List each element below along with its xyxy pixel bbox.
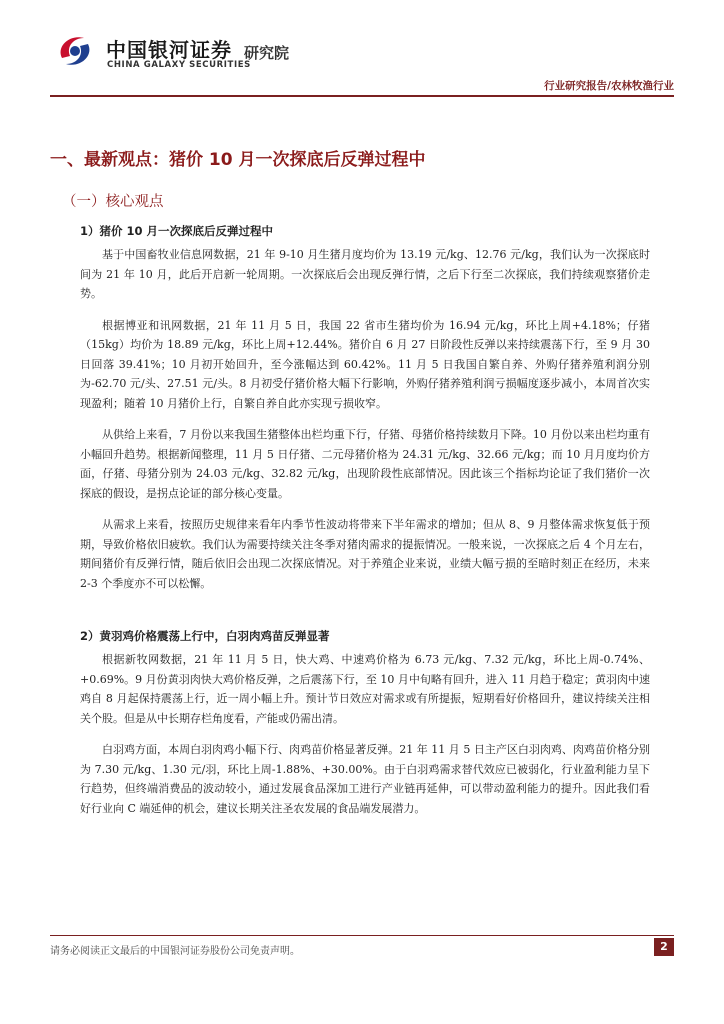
main-content: [80, 222, 650, 830]
logo-chinese-name: 中国银河证券: [106, 38, 232, 62]
page-number: 2: [654, 938, 674, 956]
topic1-paragraph: 从需求上来看，按照历史规律来看年内季节性波动将带来下半年需求的增加；但从 8、9 月整体需求恢复低于预期，导致价格依旧疲软。我们认为需要持续关注冬季对猪肉需求的提振情况。一般来说，一次探底之后 4 个月左右，期间猪价有反弹行情，随后依旧会出现二次探底情况。对于养殖企业来说，业绩大幅亏损的至暗时刻正在经历，未来 2-3 个季度亦不可以松懈。: [80, 518, 650, 590]
galaxy-logo-icon: [52, 28, 98, 74]
topic2-title: 2）黄羽鸡价格震荡上行中，白羽肉鸡苗反弹显著: [80, 629, 330, 643]
institute-label: 研究院: [244, 44, 290, 62]
topic1-paragraph: 根据博亚和讯网数据，21 年 11 月 5 日，我国 22 省市生猪均价为 16.94 元/kg，环比上周+4.18%；仔猪（15kg）均价为 18.89 元/kg，环比上周+12.44%。猪价自 6 月 27 日阶段性反弹以来持续震荡下行，至 9 月 30 日回落 39.41%；10 月初开始回升，至今涨幅达到 60.42%。11 月 5 日我国自繁自养、外购仔猪养殖利润分别为-62.70 元/头、27.51 元/头。8 月初受仔猪价格大幅下行影响，外购仔猪养殖利润亏损幅度逐步减小，本周首次实现盈利；随着 10 月猪价上行，自繁自养自此亦实现亏损收窄。: [80, 318, 650, 410]
footer-divider: [50, 935, 674, 936]
report-type-label: 行业研究报告/农林牧渔行业: [544, 80, 674, 92]
topic2-paragraph: 白羽鸡方面，本周白羽肉鸡小幅下行、肉鸡苗价格显著反弹。21 年 11 月 5 日主产区白羽肉鸡、肉鸡苗价格分别为 7.30 元/kg、1.30 元/羽，环比上周-1.88%、+30.00%。由于白羽鸡需求替代效应已被弱化，行业盈利能力呈下行趋势，但终端消费品的波动较小，通过发展食品深加工进行产业链再延伸，可以带动盈利能力的提升。因此我们看好行业向 C 端延伸的机会，建议长期关注圣农发展的食品端发展潜力。: [80, 743, 650, 815]
section-spacer: [80, 605, 650, 627]
header-divider: [50, 95, 674, 97]
subsection-title: （一）核心观点: [62, 194, 164, 210]
topic1-paragraph: 从供给上来看，7 月份以来我国生猪整体出栏均重下行，仔猪、母猪价格持续数月下降。10 月份以来出栏均重有小幅回升趋势。根据新闻整理，11 月 5 日仔猪、二元母猪价格为 24.31 元/kg、32.66 元/kg；而 10 月月度均价方面，仔猪、母猪分别为 24.03 元/kg、32.82 元/kg，出现阶段性底部情况。因此该三个指标均论证了我们猪价一次探底的假设，是拐点论证的部分核心变量。: [80, 428, 650, 500]
page-header: [0, 0, 724, 96]
topic1-title: 1）猪价 10 月一次探底后反弹过程中: [80, 224, 274, 238]
logo-english-name: CHINA GALAXY SECURITIES: [107, 60, 251, 70]
footer-disclaimer: 请务必阅读正文最后的中国银河证券股份公司免责声明。: [50, 946, 300, 957]
topic2-paragraph: 根据新牧网数据，21 年 11 月 5 日，快大鸡、中速鸡价格为 6.73 元/kg、7.32 元/kg，环比上周-0.74%、+0.69%。9 月份黄羽肉快大鸡价格反弹，之后震荡下行，至 10 月中旬略有回升，进入 11 月趋于稳定；黄羽肉中速鸡自 8 月起保持震荡上行，近一周小幅上升。预计节日效应对需求或有所提振，短期看好价格回升，建议持续关注相关个股。但是从中长期存栏角度看，产能或仍需出清。: [80, 653, 650, 725]
topic1-paragraph: 基于中国畜牧业信息网数据，21 年 9-10 月生猪月度均价为 13.19 元/kg、12.76 元/kg，我们认为一次探底时间为 21 年 10 月，此后开启新一轮周期。一次探底后会出现反弹行情，之后下行至二次探底，我们持续观察猪价走势。: [80, 248, 650, 300]
section-title: 一、最新观点：猪价 10 月一次探底后反弹过程中: [50, 150, 426, 170]
